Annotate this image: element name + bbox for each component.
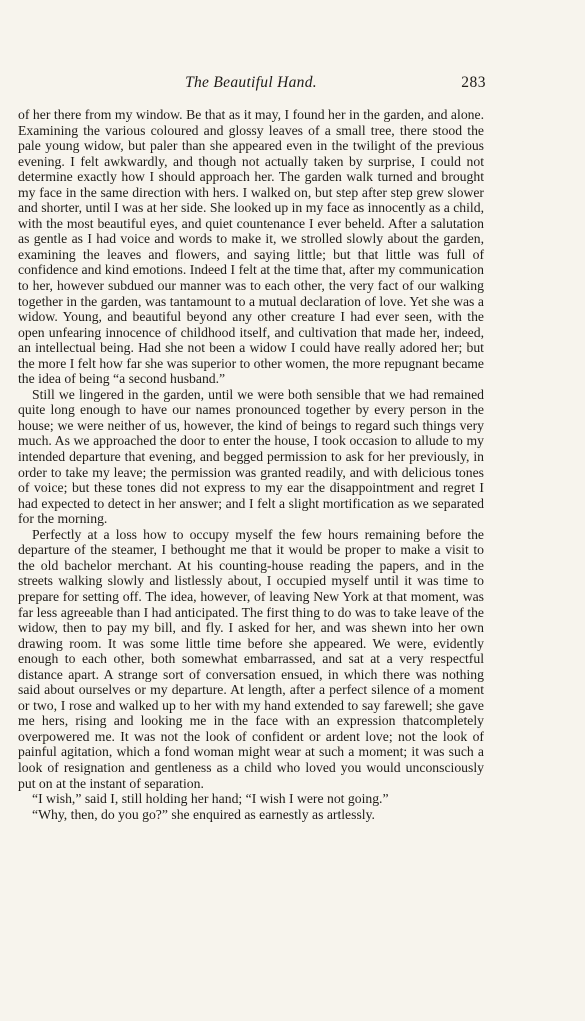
- paragraph: Perfectly at a loss how to occupy myself the few hours remaining before the departure of the steamer, I bethought me that it would be proper to make a visit to the old bachelor merchant. At his counting-house reading the papers, and in the streets walking slowly and listlessly about, I occupied myself until it was time to prepare for setting off. The idea, however, of leaving New York at that moment, was far less agreeable than I had anticipated. The first thing to do was to take leave of the widow, then to pay my bill, and fly. I asked for her, and was shewn into her own drawing room. It was some little time before she appeared. We were, evidently enough to each other, both somewhat embarrassed, and sat at a very respectful distance apart. A strange sort of conversation ensued, in which there was nothing said about ourselves or my departure. At length, after a perfect silence of a moment or two, I rose and walked up to her with my hand extended to say farewell; she gave me hers, rising and looking me in the face with an expression thatcompletely overpowered me. It was not the look of confident or ardent love; not the look of painful agitation, which a fond woman might wear at such a moment; it was such a look of resignation and gentleness as a child who loved you would unconsciously put on at the instant of separation.: [18, 526, 484, 791]
- body-text: [18, 107, 484, 822]
- running-head: [18, 74, 484, 96]
- paragraph: “I wish,” said I, still holding her hand; “I wish I were not going.”: [32, 791, 389, 807]
- page-number: 283: [461, 74, 486, 91]
- paragraph: “Why, then, do you go?” she enquired as earnestly as artlessly.: [32, 806, 375, 822]
- running-title: The Beautiful Hand.: [185, 74, 317, 91]
- paragraph: Still we lingered in the garden, until we were both sensible that we had remained quite long enough to have our names pronounced together by every person in the house; we were neither of us, however, the kind of beings to regard such things very much. As we approached the door to enter the house, I took occasion to allude to my intended departure that evening, and begged permission to ask for her previously, in order to take my leave; the permission was granted readily, and with delicious tones of voice; but these tones did not express to my ear the disappointment and regret I had expected to detect in her answer; and I felt a slight mortification as we separated for the morning.: [18, 386, 484, 527]
- paragraph: of her there from my window. Be that as it may, I found her in the garden, and alone. Examining the various coloured and glossy leaves of a small tree, there stood the pale young widow, but paler than she appeared even in the twilight of the previous evening. I felt awkwardly, and though not actually taken by surprise, I could not determine exactly how I should approach her. The garden walk turned and brought my face in the same direction with hers. I walked on, but step after step grew slower and shorter, until I was at her side. She looked up in my face as innocently as a child, with the most beautiful eyes, and quiet countenance I ever beheld. After a salutation as gentle as I had voice and words to make it, we strolled slowly about the garden, examining the leaves and flowers, and saying little; but that little was full of confidence and kind emotions. Indeed I felt at the time that, after my communication to her, however subdued our manner was to each other, the very fact of our walking together in the garden, was tantamount to a mutual declaration of love. Yet she was a widow. Young, and beautiful beyond any other creature I had ever seen, with the open unfearing innocence of childhood itself, and cultivation that made her, indeed, an intellectual being. Had she not been a widow I could have really adored her; but the more I felt how far she was superior to other women, the more repugnant became the idea of being “a second husband.”: [18, 107, 484, 387]
